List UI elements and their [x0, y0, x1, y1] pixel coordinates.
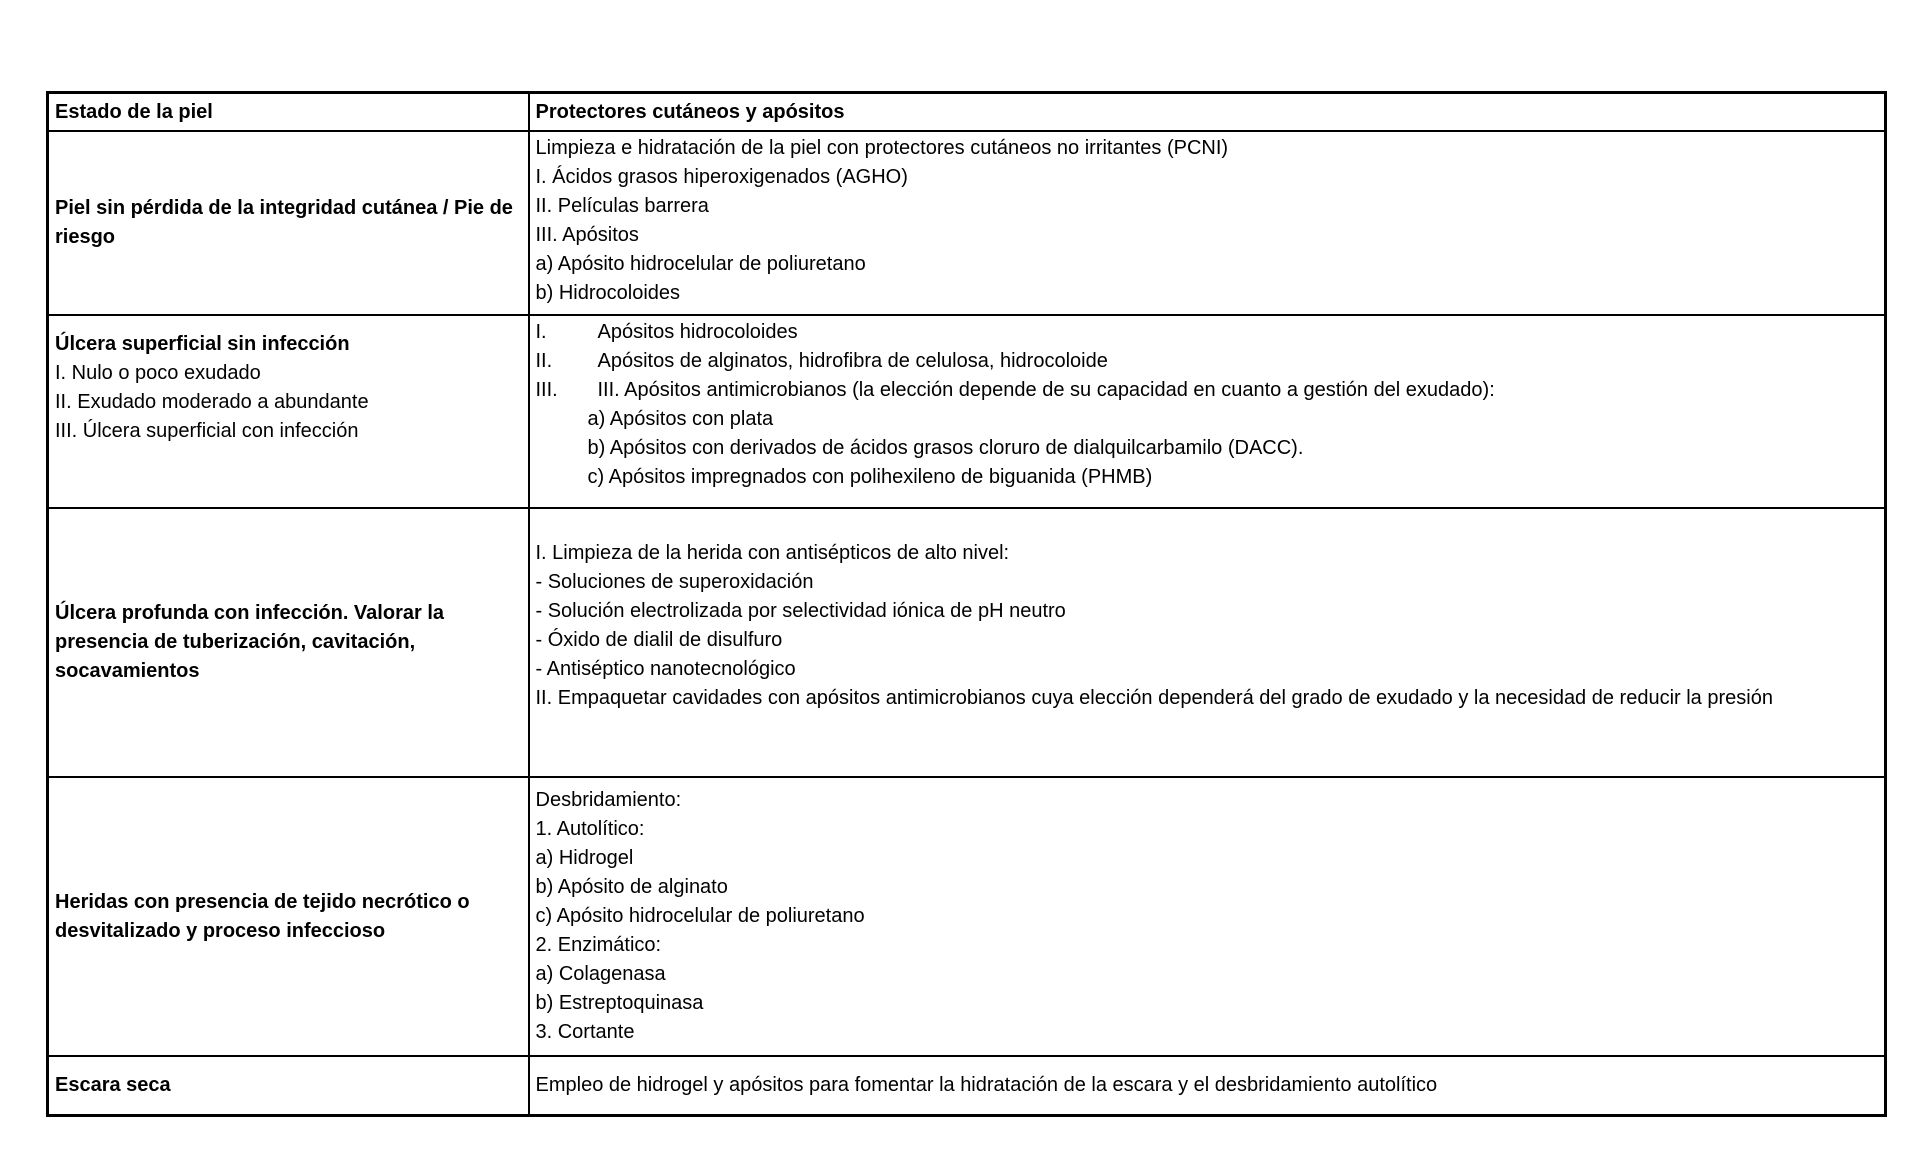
text-line: Escara seca	[55, 1074, 171, 1096]
text-line: Apósitos de alginatos, hidrofibra de celulosa, hidrocoloide	[597, 350, 1108, 372]
text-line: Desbridamiento:	[535, 789, 682, 811]
table-row	[48, 508, 1886, 777]
col-header-estado-piel: Estado de la piel	[48, 93, 529, 132]
col-header-protectores-apositos: Protectores cutáneos y apósitos	[529, 93, 1886, 132]
cell-tratamiento-heridas-necroticas	[529, 777, 1886, 1056]
text-line: Apósitos hidrocoloides	[597, 321, 798, 343]
text-line: Empleo de hidrogel y apósitos para fomentar la hidratación de la escara y el desbridamiento autolítico	[535, 1074, 1438, 1096]
text-line: Heridas con presencia de tejido necrótico o desvitalizado y proceso infeccioso	[55, 890, 470, 942]
text-line: III. Úlcera superficial con infección	[55, 420, 359, 442]
text-line: b) Apósitos con derivados de ácidos grasos cloruro de dialquilcarbamilo (DACC).	[587, 437, 1304, 459]
text-line: Úlcera profunda con infección. Valorar la presencia de tuberización, cavitación, socavamientos	[55, 602, 444, 682]
text-line: 2. Enzimático:	[535, 934, 662, 956]
text-line: Piel sin pérdida de la integridad cutánea / Pie de riesgo	[55, 197, 513, 248]
table-row	[48, 315, 1886, 508]
wound-care-table	[46, 91, 1887, 1117]
text-line: - Soluciones de superoxidación	[535, 571, 814, 593]
table-row	[48, 131, 1886, 315]
header-row	[48, 93, 1886, 132]
text-line: b) Hidrocoloides	[535, 282, 681, 304]
text-line: b) Apósito de alginato	[535, 876, 728, 898]
text-line: a) Apósitos con plata	[587, 408, 774, 430]
table-row	[48, 777, 1886, 1056]
cell-tratamiento-piel-riesgo	[529, 131, 1886, 315]
text-line: Limpieza e hidratación de la piel con protectores cutáneos no irritantes (PCNI)	[535, 137, 1229, 159]
list-marker: II.	[535, 350, 553, 372]
cell-ulcera-superficial	[48, 315, 529, 508]
text-line: II. Películas barrera	[535, 195, 709, 217]
text-line: a) Apósito hidrocelular de poliuretano	[535, 253, 866, 275]
text-line: 3. Cortante	[535, 1021, 635, 1043]
text-line: I. Nulo o poco exudado	[55, 362, 261, 384]
list-marker: I.	[535, 321, 547, 343]
cell-tratamiento-ulcera-superficial	[529, 315, 1886, 508]
list-subitem	[536, 434, 1877, 463]
text-line: c) Apósitos impregnados con polihexileno de biguanida (PHMB)	[587, 466, 1153, 488]
list-subitem	[536, 463, 1877, 492]
cell-ulcera-profunda	[48, 508, 529, 777]
cell-heridas-necroticas	[48, 777, 529, 1056]
text-line: 1. Autolítico:	[535, 818, 645, 840]
table-row	[48, 1056, 1886, 1116]
text-line: a) Hidrogel	[535, 847, 634, 869]
cell-escara-seca	[48, 1056, 529, 1116]
text-line: III. Apósitos antimicrobianos (la elección depende de su capacidad en cuanto a gestión del exudado):	[597, 379, 1495, 401]
text-line: II. Empaquetar cavidades con apósitos antimicrobianos cuya elección dependerá del grado de exudado y la necesidad de reducir la presión	[535, 687, 1773, 709]
text-line: I. Limpieza de la herida con antisépticos de alto nivel:	[535, 542, 1010, 564]
list-item	[536, 318, 1877, 347]
text-line: c) Apósito hidrocelular de poliuretano	[535, 905, 865, 927]
text-line: b) Estreptoquinasa	[535, 992, 704, 1014]
text-line: - Antiséptico nanotecnológico	[535, 658, 796, 680]
text-line: III. Apósitos	[535, 224, 639, 246]
list-subitem	[536, 405, 1877, 434]
cell-tratamiento-ulcera-profunda	[529, 508, 1886, 777]
list-item	[536, 347, 1877, 376]
cell-tratamiento-escara-seca	[529, 1056, 1886, 1116]
text-line: - Solución electrolizada por selectividad iónica de pH neutro	[535, 600, 1066, 622]
text-line: I. Ácidos grasos hiperoxigenados (AGHO)	[535, 166, 908, 188]
text-line: II. Exudado moderado a abundante	[55, 391, 369, 413]
text-line: Úlcera superficial sin infección	[55, 333, 350, 355]
list-item	[536, 376, 1877, 405]
list-marker: III.	[535, 379, 558, 401]
cell-estado-piel-riesgo	[48, 131, 529, 315]
text-line: - Óxido de dialil de disulfuro	[535, 629, 783, 651]
text-line: a) Colagenasa	[535, 963, 666, 985]
